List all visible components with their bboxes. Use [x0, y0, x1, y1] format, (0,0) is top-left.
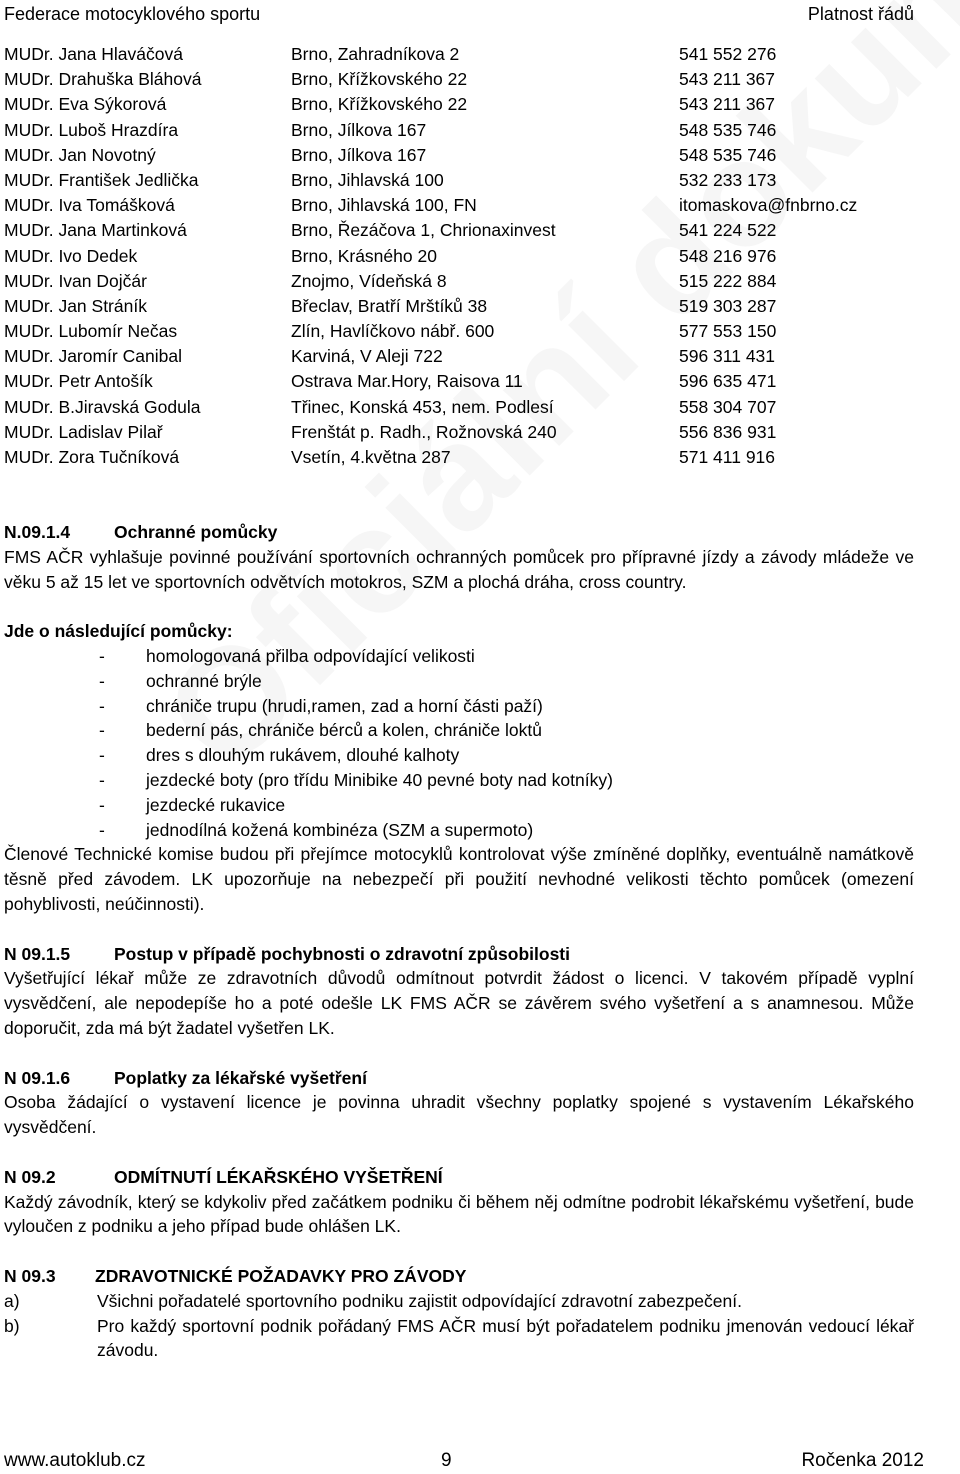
doctor-contact: 548 216 976	[679, 245, 777, 266]
doctor-row	[4, 118, 924, 143]
doctor-address: Břeclav, Bratří Mrštíků 38	[291, 295, 488, 316]
section-1-heading	[4, 520, 914, 545]
doctor-list	[4, 42, 924, 470]
doctor-address: Brno, Řezáčova 1, Chrionaxinvest	[291, 220, 556, 241]
section-1-text: FMS AČR vyhlašuje povinné používání sportovních ochranných pomůcek pro přípravné jízdy a závody mládeže ve věku 5 až 15 let ve sportovních odvětvích motokros, SZM a plochá dráha, cross country.	[4, 546, 914, 592]
requirement-text: Pro každý sportovní podnik pořádaný FMS AČR musí být pořadatelem podniku jmenován vedoucí lékař závodu.	[97, 1315, 914, 1361]
list-bullet: -	[99, 645, 105, 666]
doctor-contact: 577 553 150	[679, 321, 777, 342]
section-3-heading	[4, 1066, 914, 1091]
doctor-name: MUDr. Petr Antošík	[4, 371, 153, 392]
doctor-row	[4, 168, 924, 193]
list-item-text: ochranné brýle	[146, 670, 262, 691]
list-item	[4, 743, 914, 768]
page-footer	[4, 1450, 924, 1474]
list-item-text: jednodílná kožená kombinéza (SZM a supermoto)	[146, 819, 534, 840]
main-content	[4, 520, 914, 1363]
doctor-contact: 543 211 367	[679, 94, 776, 115]
doctor-name: MUDr. Jana Martinková	[4, 220, 187, 241]
doctor-row	[4, 369, 924, 394]
doctor-contact: 596 311 431	[679, 346, 776, 367]
section-1-after-text: Členové Technické komise budou při přejímce motocyklů kontrolovat výše zmíněné doplňky, eventuálně namátkově těsně před závodem. LK upozorňuje na nebezpečí při použití nevhodné velikosti těchto pomůcek (omezení pohyblivosti, neúčinnosti).	[4, 844, 914, 914]
doctor-name: MUDr. Jan Novotný	[4, 144, 156, 165]
doctor-address: Ostrava Mar.Hory, Raisova 11	[291, 371, 523, 392]
list-bullet: -	[99, 670, 105, 691]
doctor-address: Brno, Zahradníkova 2	[291, 44, 460, 64]
requirement-label: a)	[4, 1290, 20, 1311]
list-bullet: -	[99, 794, 105, 815]
doctor-row	[4, 269, 924, 294]
doctor-row	[4, 395, 924, 420]
list-bullet: -	[99, 769, 105, 790]
doctor-contact: 515 222 884	[679, 270, 777, 291]
doctor-address: Brno, Křížkovského 22	[291, 69, 468, 90]
list-item	[4, 768, 914, 793]
doctor-contact: 548 535 746	[679, 119, 777, 140]
doctor-name: MUDr. Jaromír Canibal	[4, 346, 182, 367]
doctor-row	[4, 294, 924, 319]
section-number: N.09.1.4	[4, 522, 71, 542]
requirement-a	[4, 1289, 914, 1314]
section-title: Ochranné pomůcky	[114, 522, 278, 542]
doctor-row	[4, 344, 924, 369]
list-item-text: dres s dlouhým rukávem, dlouhé kalhoty	[146, 745, 460, 766]
doctor-name: MUDr. Ivo Dedek	[4, 245, 138, 266]
section-number: N 09.2	[4, 1166, 56, 1187]
doctor-address: Brno, Křížkovského 22	[291, 94, 468, 115]
doctor-address: Frenštát p. Radh., Rožnovská 240	[291, 421, 557, 442]
header-left: Federace motocyklového sportu	[4, 4, 261, 24]
doctor-row	[4, 445, 924, 470]
doctor-name: MUDr. Jan Stráník	[4, 295, 147, 316]
doctor-name: MUDr. Lubomír Nečas	[4, 321, 178, 342]
doctor-contact: 532 233 173	[679, 169, 777, 190]
doctor-contact: 541 224 522	[679, 220, 777, 241]
section-2-heading	[4, 942, 914, 967]
section-title: Poplatky za lékařské vyšetření	[114, 1067, 367, 1088]
doctor-name: MUDr. Drahuška Bláhová	[4, 69, 202, 90]
list-bullet: -	[99, 819, 105, 840]
list-item-text: chrániče trupu (hrudi,ramen, zad a horní části paží)	[146, 695, 543, 716]
section-number: N 09.3	[4, 1265, 56, 1286]
requirement-b	[4, 1314, 914, 1364]
doctor-row	[4, 92, 924, 117]
list-item-text: bederní pás, chrániče bérců a kolen, chrániče loktů	[146, 720, 542, 741]
doctor-row	[4, 143, 924, 168]
doctor-name: MUDr. Zora Tučníková	[4, 447, 180, 467]
doctor-address: Brno, Jílkova 167	[291, 144, 427, 165]
doctor-row	[4, 218, 924, 243]
list-heading: Jde o následující pomůcky:	[4, 621, 233, 642]
list-item	[4, 718, 914, 743]
doctor-contact: 543 211 367	[679, 69, 776, 90]
page-number: 9	[441, 1450, 452, 1471]
header-right: Platnost řádů	[807, 4, 914, 24]
list-item	[4, 818, 914, 843]
list-bullet: -	[99, 720, 105, 741]
list-item	[4, 669, 914, 694]
list-item	[4, 644, 914, 669]
doctor-contact: 541 552 276	[679, 44, 777, 64]
doctor-address: Třinec, Konská 453, nem. Podlesí	[291, 396, 554, 417]
section-title: Postup v případě pochybnosti o zdravotní způsobilosti	[114, 943, 570, 964]
doctor-name: MUDr. Ivan Dojčár	[4, 270, 147, 291]
doctor-row	[4, 193, 924, 218]
doctor-contact: 596 635 471	[679, 371, 777, 392]
doctor-contact: 571 411 916	[679, 447, 776, 467]
section-number: N 09.1.6	[4, 1067, 71, 1088]
doctor-name: MUDr. František Jedlička	[4, 169, 199, 190]
doctor-address: Znojmo, Vídeňská 8	[291, 270, 447, 291]
equipment-list	[4, 644, 914, 842]
doctor-name: MUDr. B.Jiravská Godula	[4, 396, 201, 417]
section-number: N 09.1.5	[4, 943, 71, 964]
doctor-row	[4, 420, 924, 445]
doctor-name: MUDr. Jana Hlaváčová	[4, 44, 183, 64]
doctor-contact: 548 535 746	[679, 144, 777, 165]
list-item	[4, 694, 914, 719]
doctor-address: Brno, Jihlavská 100, FN	[291, 195, 477, 216]
doctor-row	[4, 42, 924, 67]
section-title: ZDRAVOTNICKÉ POŽADAVKY PRO ZÁVODY	[95, 1265, 467, 1286]
section-title: ODMÍTNUTÍ LÉKAŘSKÉHO VYŠETŘENÍ	[114, 1166, 443, 1187]
requirement-text: Všichni pořadatelé sportovního podniku zajistit odpovídající zdravotní zabezpečení.	[97, 1290, 742, 1311]
doctor-address: Karviná, V Aleji 722	[291, 346, 443, 367]
doctor-name: MUDr. Ladislav Pilař	[4, 421, 163, 442]
list-bullet: -	[99, 745, 105, 766]
doctor-address: Brno, Jílkova 167	[291, 119, 427, 140]
doctor-address: Vsetín, 4.května 287	[291, 447, 451, 467]
doctor-name: MUDr. Luboš Hrazdíra	[4, 119, 179, 140]
list-item	[4, 793, 914, 818]
footer-website-link[interactable]: www.autoklub.cz	[4, 1450, 146, 1471]
doctor-row	[4, 67, 924, 92]
list-item-text: homologovaná přilba odpovídající velikosti	[146, 645, 475, 666]
doctor-row	[4, 244, 924, 269]
doctor-name: MUDr. Iva Tomášková	[4, 195, 175, 216]
doctor-address: Brno, Jihlavská 100	[291, 169, 444, 190]
section-4-text: Každý závodník, který se kdykoliv před začátkem podniku či během něj odmítne podrobit lékařskému vyšetření, bude vyloučen z podniku a jeho případ bude ohlášen LK.	[4, 1191, 914, 1237]
list-bullet: -	[99, 695, 105, 716]
doctor-contact: 519 303 287	[679, 295, 777, 316]
footer-publication: Ročenka 2012	[801, 1450, 924, 1471]
requirement-label: b)	[4, 1315, 20, 1336]
doctor-address: Brno, Krásného 20	[291, 245, 437, 266]
doctor-contact: 556 836 931	[679, 421, 777, 442]
section-3-text: Osoba žádající o vystavení licence je povinna uhradit všechny poplatky spojené s vystavením Lékařského vysvědčení.	[4, 1092, 914, 1138]
doctor-address: Zlín, Havlíčkovo nábř. 600	[291, 321, 495, 342]
doctor-contact: itomaskova@fnbrno.cz	[679, 195, 858, 216]
page-header	[4, 4, 914, 30]
section-2-text: Vyšetřující lékař může ze zdravotních důvodů odmítnout potvrdit žádost o licenci. V takovém případě vyplní vysvědčení, ale nepodepíše ho a poté odešle LK FMS AČR se závěrem svého vyšetření a s anamnesou. Může doporučit, zda má být žadatel vyšetřen LK.	[4, 968, 914, 1038]
list-item-text: jezdecké boty (pro třídu Minibike 40 pevné boty nad kotníky)	[146, 769, 613, 790]
doctor-row	[4, 319, 924, 344]
section-5-heading	[4, 1264, 914, 1289]
list-item-text: jezdecké rukavice	[146, 794, 286, 815]
doctor-name: MUDr. Eva Sýkorová	[4, 94, 167, 115]
section-4-heading	[4, 1165, 914, 1190]
doctor-contact: 558 304 707	[679, 396, 777, 417]
